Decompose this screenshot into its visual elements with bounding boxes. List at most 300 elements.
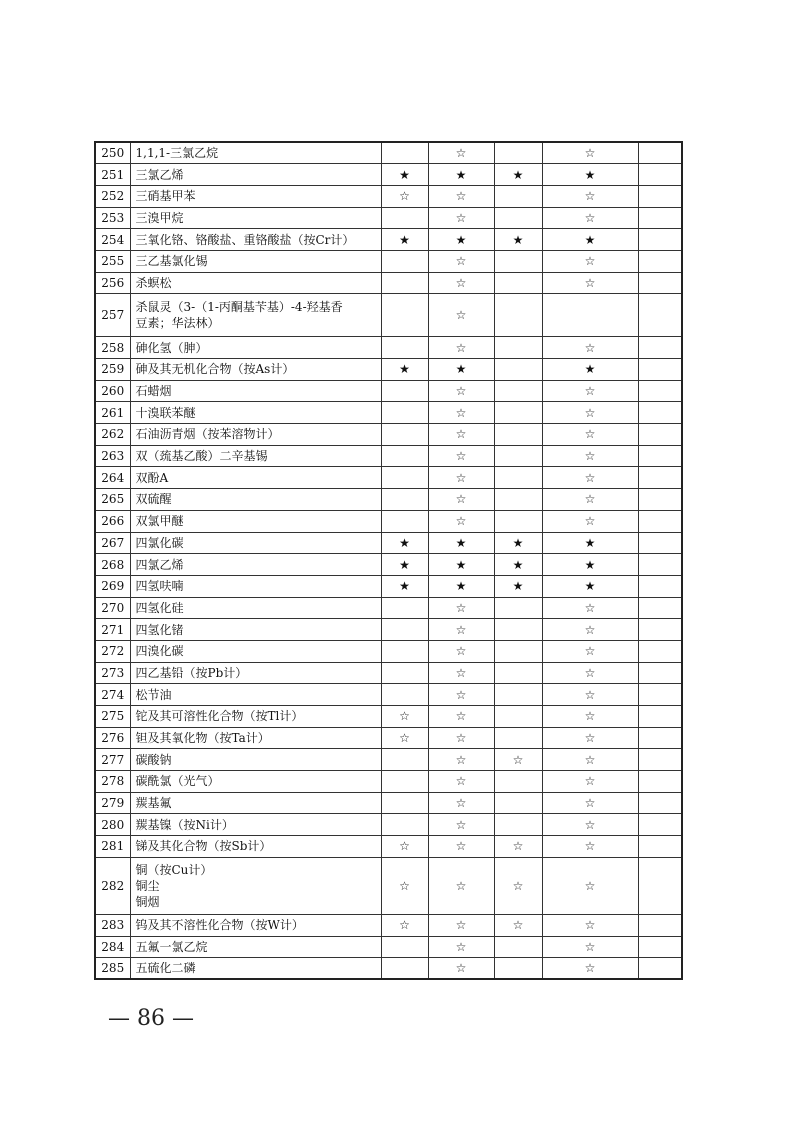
mark-cell — [638, 359, 682, 381]
mark-cell: ☆ — [428, 597, 494, 619]
substance-name — [130, 294, 381, 337]
mark-cell: ★ — [494, 532, 542, 554]
substance-name — [130, 142, 381, 164]
row-number: 251 — [95, 164, 130, 186]
substance-name-line: 四氢化锗 — [135, 622, 184, 637]
table-row — [95, 836, 682, 858]
substance-name-line: 羰基氟 — [135, 796, 172, 811]
substance-name-line: 松节油 — [135, 687, 172, 702]
row-number: 271 — [95, 619, 130, 641]
substance-name-line: 四乙基铅（按Pb计） — [135, 665, 248, 680]
mark-cell: ★ — [381, 359, 428, 381]
mark-cell — [494, 445, 542, 467]
substance-name — [130, 402, 381, 424]
mark-cell — [494, 207, 542, 229]
mark-cell: ★ — [428, 164, 494, 186]
mark-cell — [542, 294, 638, 337]
row-number: 253 — [95, 207, 130, 229]
mark-cell: ☆ — [428, 857, 494, 914]
mark-cell: ☆ — [542, 597, 638, 619]
mark-cell: ☆ — [428, 337, 494, 359]
row-number: 265 — [95, 489, 130, 511]
mark-cell — [638, 597, 682, 619]
mark-cell: ☆ — [542, 619, 638, 641]
mark-cell — [381, 467, 428, 489]
substance-name — [130, 749, 381, 771]
mark-cell: ☆ — [542, 914, 638, 936]
mark-cell: ★ — [542, 164, 638, 186]
row-number: 257 — [95, 294, 130, 337]
substance-name — [130, 771, 381, 793]
mark-cell: ☆ — [381, 914, 428, 936]
substance-name — [130, 424, 381, 446]
table-row — [95, 554, 682, 576]
substance-name-line: 砷化氢（胂） — [135, 340, 208, 355]
mark-cell: ★ — [428, 359, 494, 381]
mark-cell: ☆ — [381, 857, 428, 914]
substance-name-line: 五硫化二磷 — [135, 961, 196, 976]
mark-cell: ☆ — [542, 662, 638, 684]
table-row — [95, 706, 682, 728]
mark-cell: ☆ — [542, 814, 638, 836]
mark-cell: ☆ — [542, 749, 638, 771]
substance-name — [130, 662, 381, 684]
mark-cell: ☆ — [428, 402, 494, 424]
table-row — [95, 380, 682, 402]
mark-cell: ★ — [381, 532, 428, 554]
substance-table — [94, 141, 683, 980]
substance-name-line: 四氯化碳 — [135, 535, 184, 550]
mark-cell: ☆ — [542, 727, 638, 749]
table-row — [95, 662, 682, 684]
mark-cell — [494, 142, 542, 164]
mark-cell: ☆ — [494, 836, 542, 858]
mark-cell: ☆ — [428, 294, 494, 337]
mark-cell — [494, 250, 542, 272]
mark-cell: ☆ — [381, 706, 428, 728]
substance-name — [130, 359, 381, 381]
substance-name-line: 三硝基甲苯 — [135, 189, 196, 204]
mark-cell: ☆ — [428, 445, 494, 467]
mark-cell: ☆ — [428, 380, 494, 402]
mark-cell — [638, 814, 682, 836]
mark-cell: ☆ — [428, 619, 494, 641]
mark-cell — [381, 749, 428, 771]
substance-name-line: 四氢呋喃 — [135, 579, 184, 594]
substance-name — [130, 185, 381, 207]
mark-cell: ☆ — [542, 489, 638, 511]
mark-cell — [381, 445, 428, 467]
row-number: 285 — [95, 958, 130, 980]
table-row — [95, 914, 682, 936]
mark-cell: ☆ — [542, 510, 638, 532]
mark-cell: ☆ — [542, 272, 638, 294]
substance-name-line: 四氯乙烯 — [135, 557, 184, 572]
mark-cell: ☆ — [542, 337, 638, 359]
substance-name-line: 钽及其氧化物（按Ta计） — [135, 731, 270, 746]
mark-cell: ★ — [428, 554, 494, 576]
substance-name — [130, 532, 381, 554]
mark-cell — [381, 337, 428, 359]
mark-cell: ☆ — [428, 749, 494, 771]
row-number: 274 — [95, 684, 130, 706]
row-number: 254 — [95, 229, 130, 251]
mark-cell — [638, 836, 682, 858]
substance-name-line: 五氟一氯乙烷 — [135, 939, 208, 954]
mark-cell — [381, 207, 428, 229]
substance-name-line: 石蜡烟 — [135, 384, 172, 399]
mark-cell: ☆ — [428, 207, 494, 229]
substance-name-line: 石油沥青烟（按苯溶物计） — [135, 427, 280, 442]
substance-name-line: 砷及其无机化合物（按As计） — [135, 362, 295, 377]
row-number: 270 — [95, 597, 130, 619]
mark-cell: ★ — [542, 359, 638, 381]
row-number: 264 — [95, 467, 130, 489]
substance-name — [130, 337, 381, 359]
row-number: 268 — [95, 554, 130, 576]
mark-cell: ☆ — [428, 727, 494, 749]
mark-cell: ☆ — [542, 857, 638, 914]
mark-cell: ☆ — [428, 185, 494, 207]
row-number: 279 — [95, 792, 130, 814]
mark-cell — [638, 272, 682, 294]
mark-cell — [381, 489, 428, 511]
substance-name — [130, 792, 381, 814]
mark-cell — [494, 936, 542, 958]
substance-name — [130, 836, 381, 858]
row-number: 263 — [95, 445, 130, 467]
mark-cell — [494, 792, 542, 814]
table-row — [95, 424, 682, 446]
mark-cell: ☆ — [428, 814, 494, 836]
row-number: 272 — [95, 640, 130, 662]
mark-cell — [381, 662, 428, 684]
substance-name-line: 铜烟 — [135, 894, 160, 909]
mark-cell — [494, 958, 542, 980]
row-number: 261 — [95, 402, 130, 424]
mark-cell: ☆ — [542, 792, 638, 814]
mark-cell: ☆ — [542, 207, 638, 229]
table-row — [95, 272, 682, 294]
mark-cell — [494, 424, 542, 446]
table-row — [95, 771, 682, 793]
table-row — [95, 958, 682, 980]
mark-cell: ★ — [542, 532, 638, 554]
row-number: 280 — [95, 814, 130, 836]
substance-name-line: 双（巯基乙酸）二辛基锡 — [135, 449, 268, 464]
substance-name-line: 杀鼠灵（3-（1-丙酮基苄基）-4-羟基香 — [135, 300, 343, 315]
mark-cell — [381, 814, 428, 836]
mark-cell — [638, 914, 682, 936]
table-row — [95, 510, 682, 532]
substance-name-line: 四氢化硅 — [135, 600, 184, 615]
mark-cell: ☆ — [428, 792, 494, 814]
table-row — [95, 489, 682, 511]
table-row — [95, 640, 682, 662]
substance-name — [130, 936, 381, 958]
mark-cell — [638, 207, 682, 229]
mark-cell: ☆ — [428, 771, 494, 793]
mark-cell — [381, 619, 428, 641]
mark-cell: ☆ — [542, 402, 638, 424]
table-row — [95, 207, 682, 229]
substance-name-line: 羰基镍（按Ni计） — [135, 817, 234, 832]
mark-cell — [494, 662, 542, 684]
mark-cell: ☆ — [428, 936, 494, 958]
mark-cell — [638, 294, 682, 337]
table-row — [95, 727, 682, 749]
mark-cell — [638, 662, 682, 684]
mark-cell: ☆ — [542, 467, 638, 489]
mark-cell — [381, 684, 428, 706]
mark-cell: ☆ — [381, 836, 428, 858]
row-number: 259 — [95, 359, 130, 381]
mark-cell: ★ — [381, 229, 428, 251]
mark-cell — [381, 142, 428, 164]
row-number: 282 — [95, 857, 130, 914]
row-number: 273 — [95, 662, 130, 684]
mark-cell: ☆ — [428, 662, 494, 684]
mark-cell — [381, 250, 428, 272]
row-number: 269 — [95, 575, 130, 597]
substance-name — [130, 207, 381, 229]
table-row — [95, 597, 682, 619]
mark-cell: ★ — [494, 229, 542, 251]
table-row — [95, 532, 682, 554]
mark-cell: ☆ — [381, 727, 428, 749]
mark-cell: ☆ — [542, 445, 638, 467]
table-row — [95, 814, 682, 836]
mark-cell — [494, 294, 542, 337]
row-number: 252 — [95, 185, 130, 207]
mark-cell — [638, 380, 682, 402]
table-row — [95, 229, 682, 251]
mark-cell: ★ — [542, 575, 638, 597]
mark-cell: ☆ — [428, 958, 494, 980]
mark-cell — [494, 619, 542, 641]
row-number: 267 — [95, 532, 130, 554]
substance-name — [130, 857, 381, 914]
mark-cell: ★ — [542, 229, 638, 251]
mark-cell: ☆ — [542, 684, 638, 706]
table-row — [95, 684, 682, 706]
substance-name — [130, 445, 381, 467]
substance-name — [130, 727, 381, 749]
mark-cell — [381, 640, 428, 662]
mark-cell — [494, 771, 542, 793]
mark-cell — [638, 958, 682, 980]
mark-cell: ★ — [381, 554, 428, 576]
mark-cell — [638, 792, 682, 814]
table-row — [95, 359, 682, 381]
table-row — [95, 142, 682, 164]
row-number: 281 — [95, 836, 130, 858]
mark-cell — [494, 185, 542, 207]
row-number: 277 — [95, 749, 130, 771]
mark-cell: ☆ — [428, 914, 494, 936]
substance-name — [130, 914, 381, 936]
table-row — [95, 250, 682, 272]
substance-name-line: 三乙基氯化锡 — [135, 254, 208, 269]
mark-cell: ☆ — [542, 142, 638, 164]
substance-name-line: 三氯乙烯 — [135, 167, 184, 182]
mark-cell: ★ — [381, 164, 428, 186]
table-row — [95, 857, 682, 914]
substance-name — [130, 684, 381, 706]
substance-name-line: 钨及其不溶性化合物（按W计） — [135, 918, 304, 933]
substance-name-line: 双酚A — [135, 470, 169, 485]
mark-cell — [638, 727, 682, 749]
table-row — [95, 575, 682, 597]
substance-name-line: 三溴甲烷 — [135, 210, 184, 225]
substance-name — [130, 958, 381, 980]
mark-cell: ☆ — [542, 424, 638, 446]
table-row — [95, 294, 682, 337]
mark-cell — [638, 857, 682, 914]
substance-name — [130, 229, 381, 251]
mark-cell — [638, 402, 682, 424]
mark-cell — [638, 749, 682, 771]
table-row — [95, 792, 682, 814]
mark-cell — [381, 272, 428, 294]
mark-cell — [638, 142, 682, 164]
mark-cell: ☆ — [428, 272, 494, 294]
mark-cell — [381, 402, 428, 424]
table-body — [95, 142, 682, 979]
mark-cell: ☆ — [428, 467, 494, 489]
mark-cell — [494, 272, 542, 294]
substance-name — [130, 250, 381, 272]
substance-name — [130, 814, 381, 836]
substance-name — [130, 164, 381, 186]
mark-cell — [638, 445, 682, 467]
row-number: 262 — [95, 424, 130, 446]
mark-cell: ★ — [428, 532, 494, 554]
mark-cell — [494, 359, 542, 381]
substance-name-line: 杀螟松 — [135, 275, 172, 290]
mark-cell: ☆ — [542, 771, 638, 793]
mark-cell: ★ — [428, 229, 494, 251]
table-row — [95, 619, 682, 641]
mark-cell — [381, 380, 428, 402]
mark-cell — [638, 936, 682, 958]
mark-cell: ☆ — [428, 684, 494, 706]
mark-cell — [381, 936, 428, 958]
row-number: 266 — [95, 510, 130, 532]
mark-cell: ☆ — [494, 857, 542, 914]
mark-cell: ☆ — [542, 958, 638, 980]
mark-cell: ☆ — [542, 936, 638, 958]
mark-cell — [638, 250, 682, 272]
substance-name-line: 三氧化铬、铬酸盐、重铬酸盐（按Cr计） — [135, 232, 355, 247]
substance-name-line: 碳酸钠 — [135, 752, 172, 767]
substance-name — [130, 640, 381, 662]
substance-name — [130, 380, 381, 402]
row-number: 276 — [95, 727, 130, 749]
mark-cell — [381, 294, 428, 337]
mark-cell — [381, 958, 428, 980]
table-row — [95, 337, 682, 359]
mark-cell — [638, 229, 682, 251]
mark-cell — [638, 575, 682, 597]
substance-name — [130, 706, 381, 728]
substance-name-line: 双硫醒 — [135, 492, 172, 507]
mark-cell — [638, 771, 682, 793]
table-row — [95, 185, 682, 207]
mark-cell: ★ — [381, 575, 428, 597]
row-number: 258 — [95, 337, 130, 359]
table-row — [95, 402, 682, 424]
mark-cell: ☆ — [542, 706, 638, 728]
mark-cell: ☆ — [494, 914, 542, 936]
page-number: — 86 — — [108, 1006, 194, 1031]
row-number: 278 — [95, 771, 130, 793]
mark-cell: ☆ — [428, 489, 494, 511]
mark-cell — [638, 684, 682, 706]
row-number: 260 — [95, 380, 130, 402]
mark-cell — [494, 684, 542, 706]
mark-cell — [494, 467, 542, 489]
mark-cell — [494, 402, 542, 424]
mark-cell — [638, 706, 682, 728]
mark-cell: ☆ — [428, 706, 494, 728]
substance-name-line: 铊及其可溶性化合物（按Tl计） — [135, 709, 304, 724]
mark-cell: ☆ — [428, 424, 494, 446]
substance-name — [130, 467, 381, 489]
mark-cell — [494, 380, 542, 402]
substance-name — [130, 554, 381, 576]
mark-cell — [494, 597, 542, 619]
mark-cell: ☆ — [542, 250, 638, 272]
mark-cell: ☆ — [542, 640, 638, 662]
mark-cell — [638, 532, 682, 554]
substance-name-line: 1,1,1-三氯乙烷 — [135, 146, 219, 161]
mark-cell — [381, 424, 428, 446]
substance-name-line: 四溴化碳 — [135, 644, 184, 659]
substance-name-line: 豆素；华法林） — [135, 316, 220, 331]
mark-cell: ☆ — [428, 510, 494, 532]
substance-name — [130, 575, 381, 597]
row-number: 284 — [95, 936, 130, 958]
mark-cell — [638, 510, 682, 532]
mark-cell: ★ — [494, 554, 542, 576]
row-number: 275 — [95, 706, 130, 728]
mark-cell — [638, 554, 682, 576]
mark-cell: ☆ — [428, 250, 494, 272]
substance-name — [130, 510, 381, 532]
substance-name-line: 铜（按Cu计） — [135, 862, 213, 877]
mark-cell — [638, 489, 682, 511]
mark-cell — [494, 489, 542, 511]
mark-cell — [494, 337, 542, 359]
substance-name-line: 锑及其化合物（按Sb计） — [135, 839, 272, 854]
mark-cell — [381, 597, 428, 619]
substance-name-line: 双氯甲醚 — [135, 514, 184, 529]
mark-cell — [638, 164, 682, 186]
mark-cell — [494, 706, 542, 728]
table-row — [95, 445, 682, 467]
mark-cell — [638, 337, 682, 359]
mark-cell: ☆ — [428, 836, 494, 858]
row-number: 255 — [95, 250, 130, 272]
substance-name-line: 十溴联苯醚 — [135, 405, 196, 420]
table-row — [95, 749, 682, 771]
row-number: 256 — [95, 272, 130, 294]
mark-cell: ☆ — [494, 749, 542, 771]
mark-cell: ★ — [494, 575, 542, 597]
substance-name-line: 铜尘 — [135, 878, 160, 893]
substance-name — [130, 272, 381, 294]
